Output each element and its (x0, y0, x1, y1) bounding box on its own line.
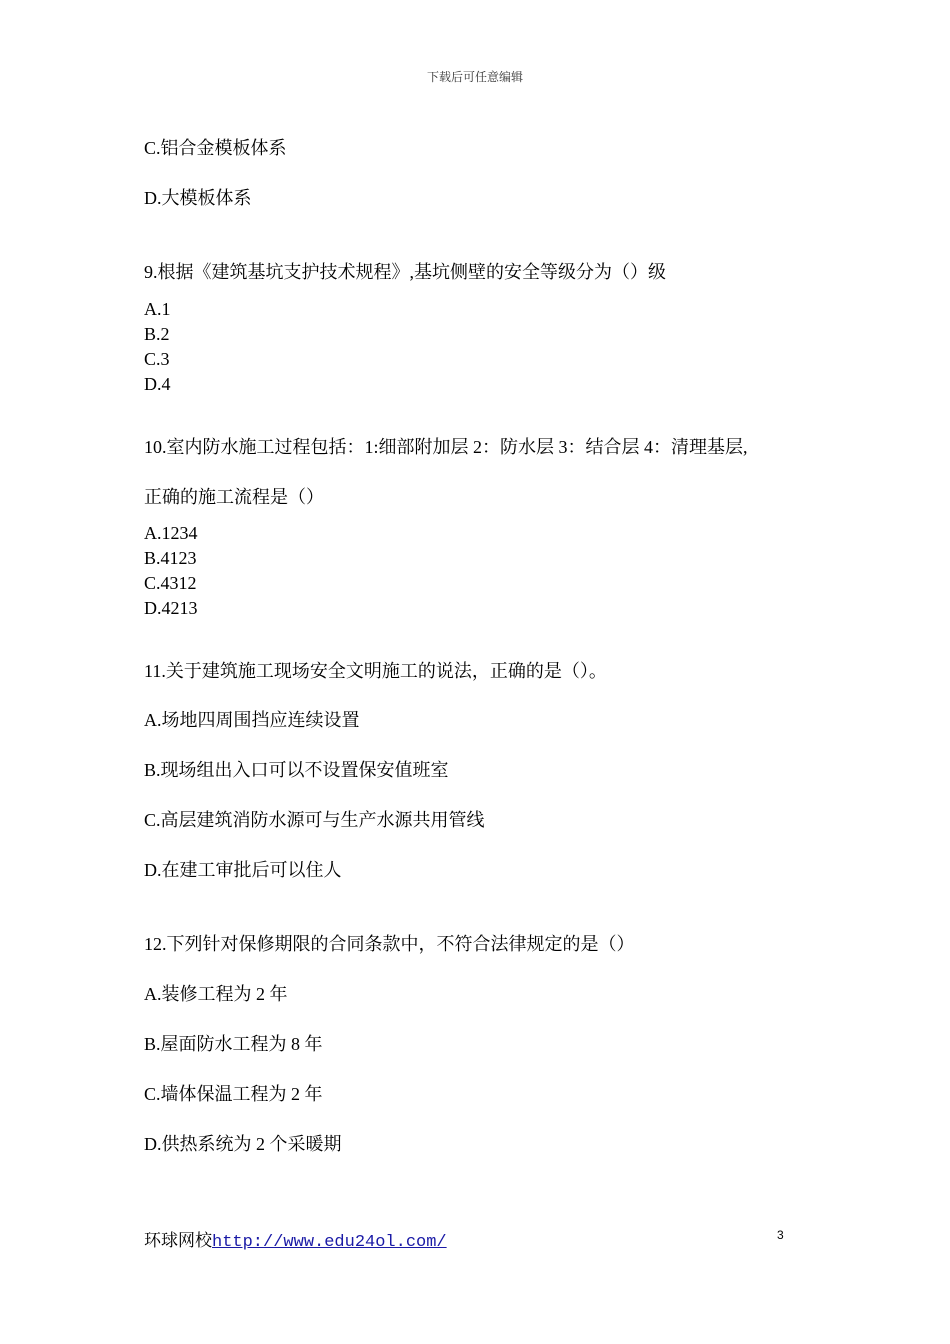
option-line: D.大模板体系 (144, 188, 252, 208)
option-line: A.装修工程为 2 年 (144, 984, 288, 1004)
option-line: D.供热系统为 2 个采暖期 (144, 1134, 342, 1154)
page-footer (144, 1226, 447, 1252)
option-line: C.4312 (144, 573, 197, 593)
option-line: B.现场组出入口可以不设置保安值班室 (144, 760, 449, 780)
question-11: 11.关于建筑施工现场安全文明施工的说法，正确的是（）。 (144, 661, 607, 681)
website-link[interactable]: http://www.edu24ol.com/ (212, 1233, 447, 1252)
option-line: C.3 (144, 349, 170, 369)
page-number: 3 (777, 1228, 784, 1242)
option-line: D.在建工审批后可以住人 (144, 860, 342, 880)
option-line: B.屋面防水工程为 8 年 (144, 1034, 323, 1054)
question-10: 10.室内防水施工过程包括：1:细部附加层 2：防水层 3：结合层 4：清理基层, (144, 437, 748, 457)
option-line: D.4 (144, 374, 171, 394)
option-line: C.高层建筑消防水源可与生产水源共用管线 (144, 810, 485, 830)
option-line: C.铝合金模板体系 (144, 138, 287, 158)
question-10-continued: 正确的施工流程是（） (144, 487, 324, 507)
option-line: A.1 (144, 299, 171, 319)
question-9: 9.根据《建筑基坑支护技术规程》,基坑侧壁的安全等级分为（）级 (144, 262, 666, 282)
option-line: B.2 (144, 324, 170, 344)
option-line: D.4213 (144, 598, 198, 618)
option-line: A.1234 (144, 523, 198, 543)
option-line: C.墙体保温工程为 2 年 (144, 1084, 323, 1104)
page-header: 下载后可任意编辑 (426, 70, 523, 84)
school-name: 环球网校 (144, 1231, 212, 1250)
option-line: A.场地四周围挡应连续设置 (144, 710, 360, 730)
option-line: B.4123 (144, 548, 197, 568)
question-12: 12.下列针对保修期限的合同条款中，不符合法律规定的是（） (144, 934, 635, 954)
